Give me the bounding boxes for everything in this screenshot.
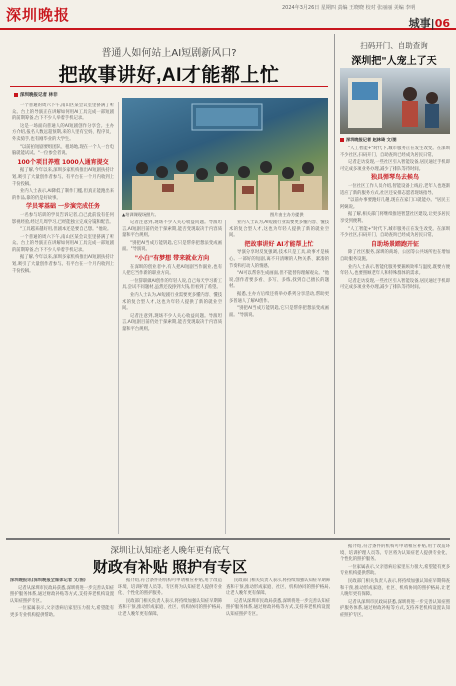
side-photo bbox=[340, 68, 450, 134]
bottom-column-2: 据介绍,符合条件的机构可申请相应补贴,用于改造环境、培训护理人员等。专区将为认知症老人提供专业化、个性化的照护服务。 民政部门相关负责人表示,将持续加强认知症早期筛查和干预,推动形成家庭、社区、机构协同的照护格局,让老人晚年更有保障。 bbox=[118, 578, 222, 617]
lead-byline: 深圳晚报记者 林非 bbox=[14, 92, 58, 98]
bottom-rule bbox=[6, 538, 450, 540]
bottom-column-1: 深圳晚报讯(深圳晚报全媒体记者 文/图) 记者从深圳市民政局获悉,深圳将进一步完善认知症照护服务体系,通过财政补贴等方式,支持养老机构设置认知症照护专区。 一位家属表示,父亲患病后家里压力很大,希望能有更多专业机构提供帮助。 bbox=[10, 578, 114, 618]
lead-column-2: 记者注意到,现场不少人关心收益问题。导演坦言,AI短剧目前仍处于探索期,能否变现取决于内容质量和平台规则。 "别把AI当成万能钥匙,它只是帮你把想法变成画面。"导演说。 "小白"有梦想 带来就业方向 在深圳的创业者中,有人把AI短剧当作副业,也有人把它当作新的职业方向。 一位辞职做AI创作的年轻人说,自己每天学习新工具,尝试不同题材,虽然还没挣到大钱,但看到了希望。 业内人士认为,AI短剧行业需要更多懂内容、懂技术的复合型人才,这也为年轻人提供了新的就业空间。 记者注意到,现场不少人关心收益问题。导演坦言,AI短剧目前仍处于探索期,能否变现取决于内容质量和平台规则。 bbox=[122, 220, 222, 332]
bottom-column-4: 据介绍,符合条件的机构可申请相应补贴,用于改造环境、培训护理人员等。专区将为认知症老人提供专业化、个性化的照护服务。 一位家属表示,父亲患病后家里压力很大,希望能有更多专业机构提供帮助。 民政部门相关负责人表示,将持续加强认知症早期筛查和干预,推动形成家庭、社区、机构协同的照护格局,让老人晚年更有保障。 记者从深圳市民政局获悉,深圳将进一步完善认知症照护服务体系,通过财政补贴等方式,支持养老机构设置认知症照护专区。 bbox=[340, 544, 450, 618]
photo-credit: 图片由主办方提供 bbox=[270, 212, 304, 217]
side-subhead-2: 自助场景踏跑开征 bbox=[370, 240, 419, 248]
column-divider bbox=[225, 220, 226, 534]
headline-rule bbox=[10, 86, 328, 87]
lead-column-1: 一个普通的周六下午,南山区某会议室里挤满了听众。台上的导演正在讲解如何用AI工具完成一部短剧的前期筹备,台下不少人举着手机记录。 这是一场面向普通人的AI短剧创作分享会。主办方介绍,报名人数远超预期,来的人里有宝妈、程序员、外卖骑手,也有刚毕业的大学生。 "以前拍短剧要组团队、租场地,现在一个人一台电脑就能试试。"一位参会者说。 100个项目养殖 1000人通宵提交 据了解,今年以来,深圳多家机构推出AI短剧扶持计划,吸引了大量创作者参与。有平台在一个月内收到上千份投稿。 业内人士表示,AI降低了制作门槛,但真正能跑出来的作品,靠的仍是好故事。 学员零基础 一步演完成任务 一名参与培训的学员告诉记者,自己此前没有任何影视经验,经过几周学习,已经能独立完成分镜和配音。 "工具越来越好用,但剧本还是要自己想。"他说。 一个普通的周六下午,南山区某会议室里挤满了听众。台上的导演正在讲解如何用AI工具完成一部短剧的前期筹备,台下不少人举着手机记录。 据了解,今年以来,深圳多家机构推出AI短剧扶持计划,吸引了大量创作者参与。有平台在一个月内收到上千份投稿。 bbox=[12, 103, 114, 274]
lead-subhead-2: 学员零基础 一步演完成任务 bbox=[25, 203, 101, 211]
lead-kicker: 普通人如何站上AI短剧新风口? bbox=[101, 48, 237, 59]
side-byline: 深圳晚报记者 赵林琦 文/图 bbox=[340, 137, 397, 143]
service-illustration bbox=[340, 68, 450, 134]
lead-subhead-4: 把故事讲好 AI才能帮上忙 bbox=[244, 240, 314, 248]
page-number: 06 bbox=[434, 17, 450, 30]
bottom-kicker: 深圳让认知症老人晚年更有底气 bbox=[110, 546, 230, 556]
side-column: "人工智能+"时代下,城市服务正在发生改变。在深圳不少社区,扫码开门、自助查询已经成为居民日常。 记者走访发现,一些社区引入智能设备,居民通过手机即可完成多项业务办理,减少了排队等待时间。 独具弹琴鸟去候鸟 一位社区工作人员介绍,智能设备上线后,老年人也逐渐适应了新的服务方式,社区还安排志愿者现场指导。 "以前办事要跑好几趟,现在在家门口就能办。"居民王阿姨说。 据了解,相关部门将继续推进智慧社区建设,让更多居民享受到便利。 "人工智能+"时代下,城市服务正在发生改变。在深圳不少社区,扫码开门、自助查询已经成为居民日常。 自助场景踏跑开征 除了社区服务,深圳的商场、公园等公共场所也在增加自助服务设施。 业内人士表示,智能化服务要兼顾效率与温度,既要方便年轻人,也要照顾老年人和特殊群体的需求。 记者走访发现,一些社区引入智能设备,居民通过手机即可完成多项业务办理,减少了排队等待时间。 bbox=[340, 146, 450, 291]
side-divider bbox=[334, 34, 335, 534]
side-subhead-1: 独具弹琴鸟去候鸟 bbox=[370, 174, 419, 182]
bottom-headline: 财政有补贴 照护有专区 bbox=[92, 559, 248, 576]
lead-subhead-3: "小白"有梦想 带来就业方向 bbox=[134, 254, 210, 262]
side-headline: 深圳把"人宠上了天 bbox=[351, 56, 437, 67]
lead-photo bbox=[122, 98, 328, 210]
side-kicker: 扫码开门、自助查询 bbox=[360, 41, 428, 50]
photo-caption: ▲培训课现场照片。 bbox=[122, 212, 159, 217]
audience-illustration bbox=[122, 98, 328, 210]
column-divider bbox=[118, 102, 119, 534]
lead-headline: 把故事讲好,AI才能都上忙 bbox=[58, 65, 280, 86]
section-title: 城事|06 bbox=[408, 17, 450, 30]
lead-column-3: 业内人士认为,AI短剧行业需要更多懂内容、懂技术的复合型人才,这也为年轻人提供了新的就业空间。 把故事讲好 AI才能帮上忙 导演分享时反复强调,技术只是工具,故事才是核心。一部好的短剧,离不开清晰的人物关系、紧凑的节奏和打动人的情感。 "AI可以帮你生成画面,但不能替你理解观众。"他说,创作者要多看、多写、多练,找到自己擅长的题材。 据悉,主办方后续还将举办系列分享活动,帮助更多普通人了解AI创作。 "别把AI当成万能钥匙,它只是帮你把想法变成画面。"导演说。 bbox=[229, 220, 329, 318]
lead-subhead-1: 100个项目养殖 1000人通宵提交 bbox=[17, 158, 109, 166]
masthead bbox=[0, 0, 456, 30]
newspaper-logo: 深圳晚报 bbox=[6, 6, 71, 24]
dateline: 2024年3月26日 星期四 责编 王晓晓 校对 张丽丽 美编 李明 bbox=[282, 5, 416, 11]
section-name: 城事 bbox=[408, 17, 431, 30]
bottom-column-3: 民政部门相关负责人表示,将持续加强认知症早期筛查和干预,推动形成家庭、社区、机构协同的照护格局,让老人晚年更有保障。 记者从深圳市民政局获悉,深圳将进一步完善认知症照护服务体系,通过财政补贴等方式,支持养老机构设置认知症照护专区。 bbox=[226, 578, 330, 617]
